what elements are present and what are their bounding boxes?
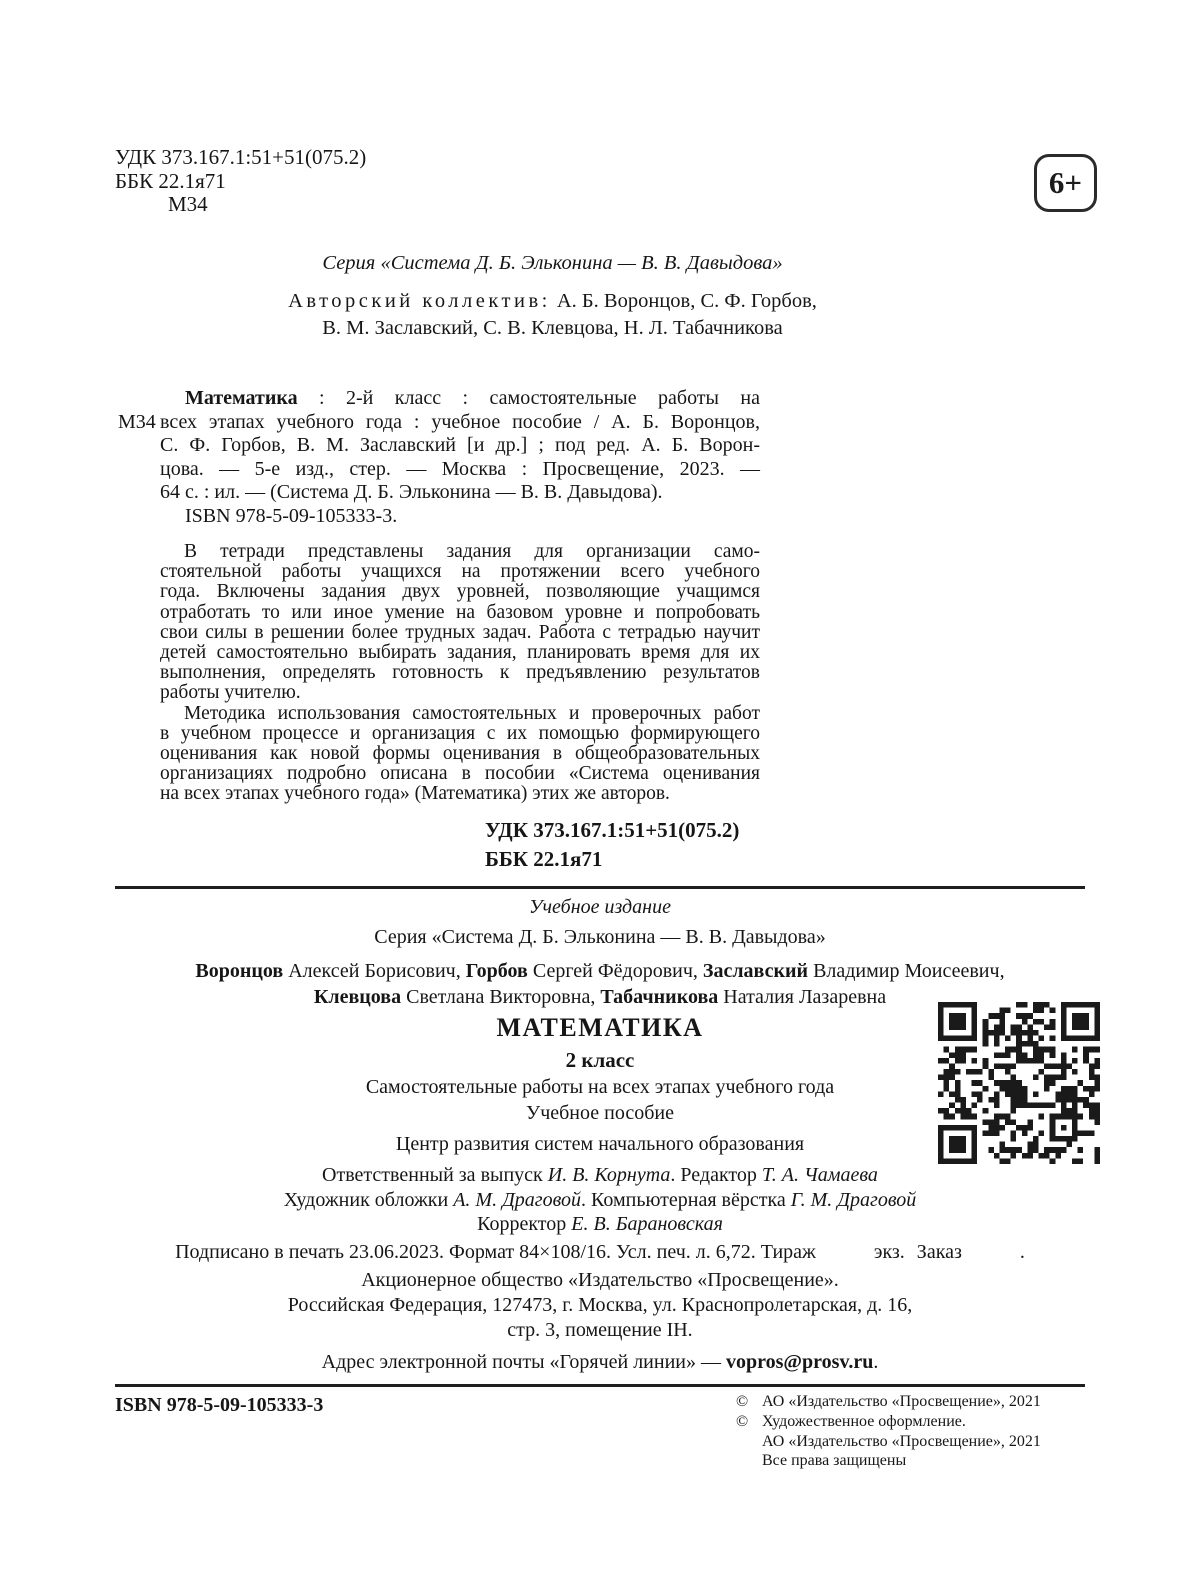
print-data-line: Подписано в печать 23.06.2023. Формат 84×108/16. Усл. печ. л. 6,72. Тираж экз. Заказ .: [175, 1240, 1025, 1263]
edition-authors-line1: Воронцов Алексей Борисович, Горбов Сергей Фёдорович, Заславский Владимир Моисеевич,: [195, 960, 1005, 982]
biblio-line: 64 с. : ил. — (Система Д. Б. Эльконина — В. В. Давыдова).: [160, 481, 663, 503]
annotation-line: выполнения, определять готовность к предъявлению результатов: [160, 662, 760, 684]
udk-bottom-line: УДК 373.167.1:51+51(075.2): [485, 817, 740, 842]
edition-kind: Учебное издание: [529, 896, 671, 918]
copyright-line1: АО «Издательство «Просвещение», 2021: [762, 1393, 1041, 1410]
divider-line-bottom: [115, 1384, 1085, 1387]
copyright-sign: ©: [736, 1393, 749, 1410]
annotation-line: Методика использования самостоятельных и проверочных работ: [184, 702, 760, 724]
bbk-bottom-line: ББК 22.1я71: [485, 846, 603, 871]
annotation-line: отработать то или иное умение на базовом уровне и попробовать: [160, 601, 760, 623]
classification-codes-bottom: [160, 816, 760, 874]
author-collective-label: Авторский коллектив:: [288, 290, 551, 312]
edition-authors-line2: Клевцова Светлана Викторовна, Табачникова Наталия Лазаревна: [313, 986, 887, 1008]
credits-line2: Художник обложки А. М. Драговой. Компьютерная вёрстка Г. М. Драговой: [283, 1188, 917, 1211]
biblio-line: Математика : 2-й класс : самостоятельные работы на: [185, 387, 760, 409]
annotation-line: года. Включены задания двух уровней, позволяющие учащимся: [160, 581, 760, 603]
annotation-line: детей самостоятельно выбирать задания, планировать время для их: [160, 642, 760, 664]
center-line: Центр развития систем начального образования: [395, 1133, 805, 1155]
series-line: Серия «Система Д. Б. Эльконина — В. В. Давыдова»: [322, 252, 783, 274]
annotation-line: В тетради представлены задания для организации само-: [184, 541, 760, 562]
divider-line-top: [115, 886, 1085, 889]
annotation-line: в учебном процессе и организация с их помощью формирующего: [160, 722, 760, 744]
annotation-line: стоятельной работы учащихся на протяжении всего учебного: [160, 561, 760, 583]
bbk-line: ББК 22.1я71: [115, 168, 226, 193]
edition-series: Серия «Система Д. Б. Эльконина — В. В. Давыдова»: [374, 926, 826, 948]
annotation-line: оценивания как новой формы оценивания в общеобразовательных: [160, 743, 760, 765]
copyright-line3: АО «Издательство «Просвещение», 2021: [762, 1432, 1041, 1450]
biblio-line: всех этапах учебного года : учебное пособие / А. Б. Воронцов,: [160, 410, 760, 433]
book-title: МАТЕМАТИКА: [496, 1013, 704, 1042]
biblio-line: цова. — 5-е изд., стер. — Москва : Просвещение, 2023. —: [160, 457, 760, 480]
hotline-email-line: Адрес электронной почты «Горячей линии» — vopros@prosv.ru.: [321, 1350, 879, 1373]
annotation-line: на всех этапах учебного года» (Математика) этих же авторов.: [160, 783, 670, 805]
grade-line: 2 класс: [565, 1048, 635, 1072]
biblio-line: С. Ф. Горбов, В. М. Заславский [и др.] ; под ред. А. Б. Ворон-: [160, 434, 760, 456]
publisher-line3: стр. 3, помещение IН.: [507, 1318, 693, 1341]
copyright-block: [736, 1392, 1041, 1471]
author-collective-line1: Авторский коллектив: А. Б. Воронцов, С. Ф. Горбов,: [288, 290, 817, 312]
udk-line: УДК 373.167.1:51+51(075.2): [115, 145, 367, 169]
annotation-line: работы учителю.: [160, 682, 301, 704]
hotline-email: vopros@prosv.ru: [726, 1350, 874, 1373]
bibliographic-record: [115, 387, 760, 874]
annotation-line: свои силы в решении более трудных задач. Работа с тетрадью научит: [160, 621, 760, 643]
author-collective: [115, 288, 990, 342]
copyright-line4: Все права защищены: [762, 1452, 907, 1470]
bibliographic-text: [160, 387, 760, 874]
classification-codes: [115, 146, 366, 217]
annotation: [160, 542, 760, 805]
age-rating-badge: 6+: [1034, 154, 1097, 212]
copyright-sign: ©: [736, 1412, 749, 1430]
subtitle-line: Самостоятельные работы на всех этапах учебного года: [365, 1076, 835, 1098]
copyright-line2: Художественное оформление.: [762, 1412, 966, 1430]
credits-line1: Ответственный за выпуск И. В. Корнута. Редактор Т. А. Чамаева: [322, 1164, 878, 1186]
footer-isbn: ISBN 978-5-09-105333-3: [115, 1394, 324, 1416]
qr-code: [938, 1002, 1100, 1164]
type-line: Учебное пособие: [526, 1102, 674, 1124]
staff-credits: [115, 1163, 1085, 1237]
margin-author-sign: М34: [118, 410, 156, 433]
credits-line3: Корректор Е. В. Барановская: [477, 1213, 723, 1235]
isbn-line: ISBN 978-5-09-105333-3.: [185, 504, 398, 527]
publisher-line1: Акционерное общество «Издательство «Просвещение».: [361, 1268, 839, 1291]
author-collective-line2: В. М. Заславский, С. В. Клевцова, Н. Л. Табачникова: [322, 317, 783, 339]
publisher-block: [115, 1268, 1085, 1343]
author-sign-code: М34: [168, 192, 208, 216]
publisher-line2: Российская Федерация, 127473, г. Москва, ул. Краснопролетарская, д. 16,: [287, 1293, 913, 1316]
annotation-line: организациях подробно описана в пособии «Система оценивания: [160, 763, 760, 785]
